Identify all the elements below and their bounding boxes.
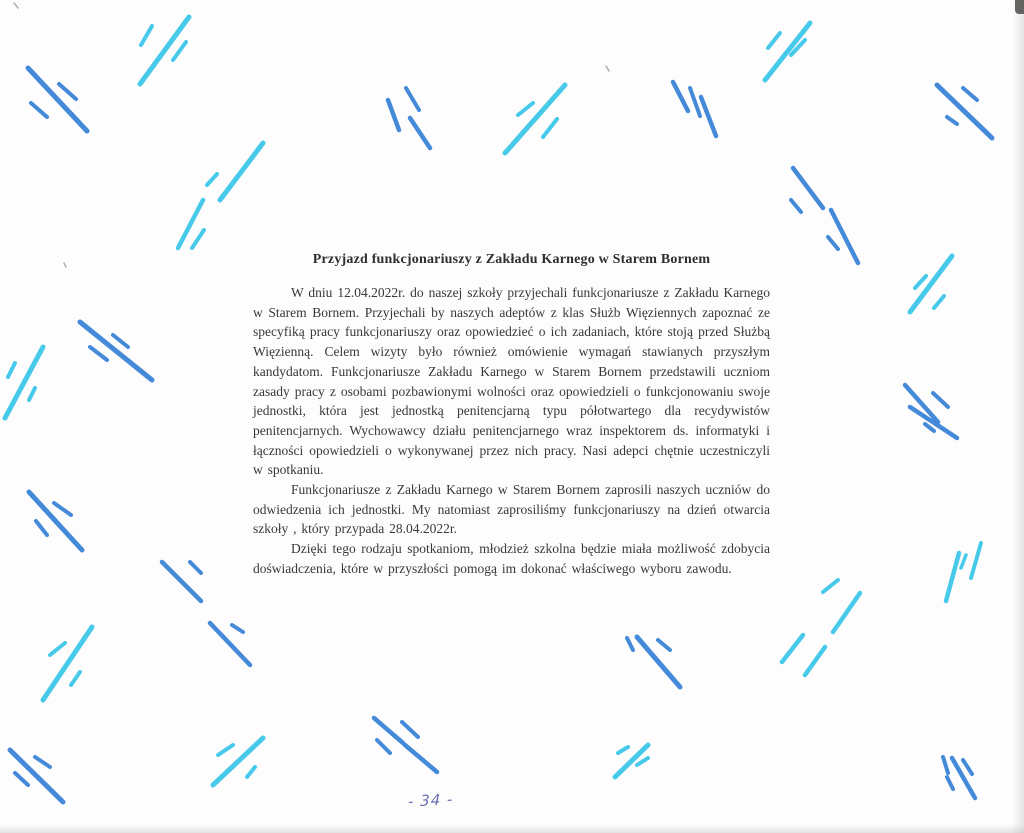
article-title: Przyjazd funkcjonariuszy z Zakładu Karnego w Starem Bornem: [312, 252, 711, 267]
article-paragraph-2: Funkcjonariusze z Zakładu Karnego w Starem Bornem zaprosili naszych uczniów do odwiedzenia ich jednostki. My natomiast zaprosiliśmy funkcjonariuszy na dzień otwarcia szkoły , który przypada 28.04.2022r.: [253, 482, 770, 537]
scan-corner-artifact: [1015, 0, 1024, 14]
article-paragraph-1: W dniu 12.04.2022r. do naszej szkoły przyjechali funkcjonariusze z Zakładu Karnego w Starem Bornem. Przyjechali by naszych adeptów z klas Służb Więziennych zapoznać ze specyfiką pracy funkcjonariuszy oraz opowiedzieć o ich zadaniach, które stoją przed Służbą Więzienną. Celem wizyty było również omówienie wymagań stawianych przyszłym kandydatom. Funkcjonariusze Zakładu Karnego w Starem Bornem przedstawili uczniom zasady pracy z osobami pozbawionymi wolności oraz opowiedzieli o funkcjonowaniu swoje jednostki, która jest jednostką penitencjarną typu półotwartego dla recydywistów penitencjarnych. Wychowawcy działu penitencjarnego wraz inspektorem ds. informatyki i łączności opowiedzieli o wykonywanej przez nich pracy. Nasi adepci chętnie uczestniczyli w spotkaniu.: [253, 285, 770, 478]
scan-edge-right-shadow: [1012, 0, 1024, 833]
scan-edge-bottom-shadow: [0, 824, 1024, 833]
article-paragraph-3: Dzięki tego rodzaju spotkaniom, młodzież szkolna będzie miała możliwość zdobycia doświadczenia, które w przyszłości pomogą im dokonać właściwego wyboru zawodu.: [253, 541, 770, 576]
article: [253, 252, 770, 579]
handwritten-page-number: - 34 -: [407, 790, 454, 811]
